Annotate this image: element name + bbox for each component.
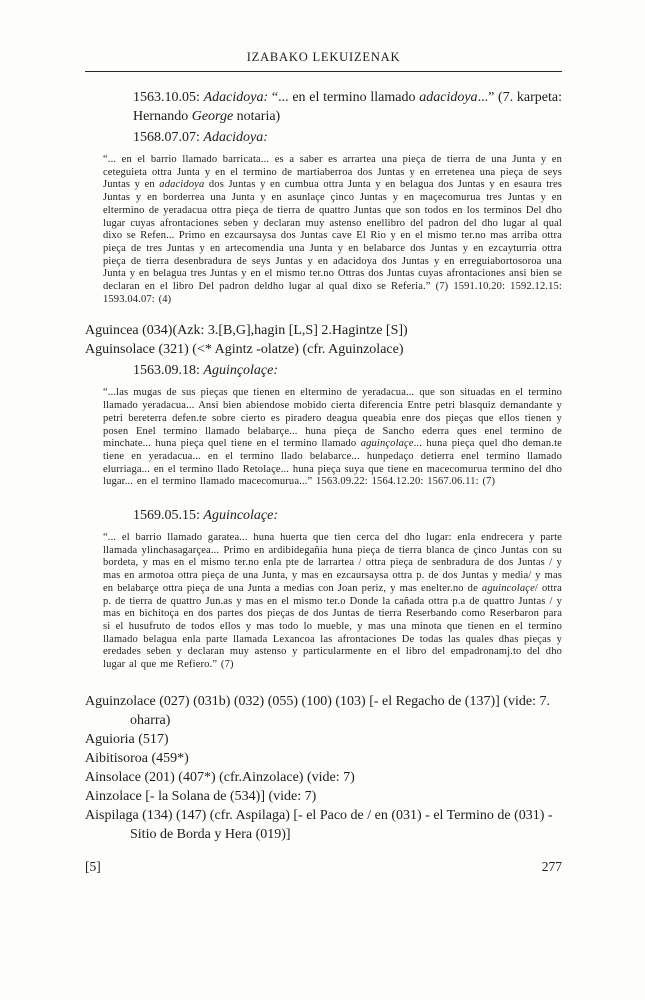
headword-ainzolace: Ainzolace [- la Solana de (534)] (vide: 7) bbox=[85, 788, 317, 804]
footer-section-marker: [5] bbox=[85, 858, 101, 874]
headword-aguinsolace: Aguinsolace (321) (<* Agintz -olatze) (cfr. Aguinzolace) bbox=[85, 342, 404, 358]
headword-aibitisoroa: Aibitisoroa (459*) bbox=[85, 750, 189, 766]
headword-aguincea: Aguincea (034)(Azk: 3.[B,G],hagin [L,S] 2.Hagintze [S]) bbox=[85, 323, 408, 339]
quote-block-1563-09-18: “...las mugas de sus pieças que tienen en eltermino de yeradacua... que son situadas en el termino llamado yeradacua... Ansi bien abiendose mobido cierta diferencia Entre petri blasquiz demandante y petri bereterra defen.te sobre cierto es piradero deagua queabia enre dos pieças que ellos tienen y posen Enel termino llamado belabarçe... huna pieça de Sancho ederra ques enel termino de minchate... huna pieça quel tiene en el termino llamado aguinçolaçe... huna pieça quel dho deman.te tiene en yeradacua... en el termino llado belabarce... hunpedaço detierra enel termino llamado elurriaga... en el termino llado Retolaçe... huna pieça suya que tiene en macecomurua termino del dho lugar... en el termino llamado macecomurua...” 1563.09.22: 1564.12.20: 1567.06.11: (7) bbox=[103, 387, 562, 488]
quote-block-1568-07-07: “... en el barrio llamado barricata... es a saber es arrartea una pieça de tierra de una Junta y en ceteguieta ottra Junta y en el termino de martiaberroa dos Juntas y en erretenea una pieça de seys Juntas y en adacidoya dos Juntas y en cumbua ottra Junta y en belagua dos Juntas y en esaura tres Juntas y en borderrea una Junta y en asunlaçe çinco Juntas y en maçecomurua tres Juntas y en eltermino de yeradacua ottra pieça de tierra de quattro Juntas que son todos en los terminos Del dho lugar cuyas afrontaciones seben y declaran muy astenso enellibro del padron del dho lugar al qual dixo se Refen... Primo en ezcaursaysa dos Juntas cave El Rio y en el mismo ter.no mas arriba ottra pieça de tres Juntas y en artecomendia una Junta y en belabarce dos Juntas y en ezcayturria ottra pieça de tierra desenbradura de seys Juntas y en adacidoya dos Juntas y en erreguiabortosoroa una Junta y en belagua tres Juntas y en el mismo ter.no Ottras dos Juntas cuyas afrontaciones ansi bien se declaran en el libro Del padron deldho lugar al qual dixo se Referia.” (7) 1591.10.20: 1592.12.15: 1593.04.07: (4) bbox=[103, 154, 562, 305]
subentry-date-1563-09-18: 1563.09.18: Aguinçolaçe: bbox=[133, 363, 279, 379]
footer-page-number: 277 bbox=[541, 858, 562, 874]
quote-block-1569-05-15: “... el barrio llamado garatea... huna huerta que tien cerca del dho lugar: enla endrecera y parte llamada ylinchasagarçea... Primo en ardibidegañia huna pieça de tierra blanca de çinco Juntas con su bordeta, y mas en el mismo ter.no enla pte de larrartea / ottra pieça de senbradura de dos Juntas / y mas en armotoa ottra pieça de una Junta, y mas en ezcaursaysa ottra p. de dos Juntas y media/ y mas en belabarçe ottra pieça de una Junta a medias con Joan periz, y mas enelter.no de aguincolaçe/ ottra p. de tierra de quattro Jun.as y mas en el mismo ter.o Donde la cañada ottra p.a de quattro Juntas / y mas en bichitoça en dos partes dos pieças de dos Juntas de tierra Reserbando como Reserbaron para si el husufruto de todos ellos y mas todo lo mueble, y mas una minota que tienen en el termino llamado belagua enla parte llamada Lexancoa las afrontaciones De todas las quales dhas pieças y eredades seben y declaran muy astenso y particularmente en el libro del empadronamj.to del dho lugar al que me Refiero.” (7) bbox=[103, 532, 562, 671]
subentry-date-1568-07-07: 1568.07.07: Adacidoya: bbox=[133, 130, 268, 145]
header-rule bbox=[85, 71, 562, 72]
headword-aispilaga: Aispilaga (134) (147) (cfr. Aspilaga) [- el Paco de / en (031) - el Termino de (031) - Sitio de Borda y Hera (019)] bbox=[85, 807, 553, 842]
subentry-date-1569-05-15: 1569.05.15: Aguincolaçe: bbox=[133, 508, 279, 524]
running-header-title: IZABAKO LEKUIZENAK bbox=[246, 50, 401, 64]
headword-ainsolace: Ainsolace (201) (407*) (cfr.Ainzolace) (vide: 7) bbox=[85, 769, 355, 785]
headword-aguioria: Aguioria (517) bbox=[85, 731, 169, 747]
page-footer bbox=[85, 858, 562, 876]
headword-aguinzolace: Aguinzolace (027) (031b) (032) (055) (100) (103) [- el Regacho de (137)] (vide: 7. oharra) bbox=[85, 693, 550, 728]
subentry-date-1563-10-05: 1563.10.05: Adacidoya: “... en el termino llamado adacidoya...” (7. karpeta: Hernando George notaria) bbox=[133, 90, 562, 124]
